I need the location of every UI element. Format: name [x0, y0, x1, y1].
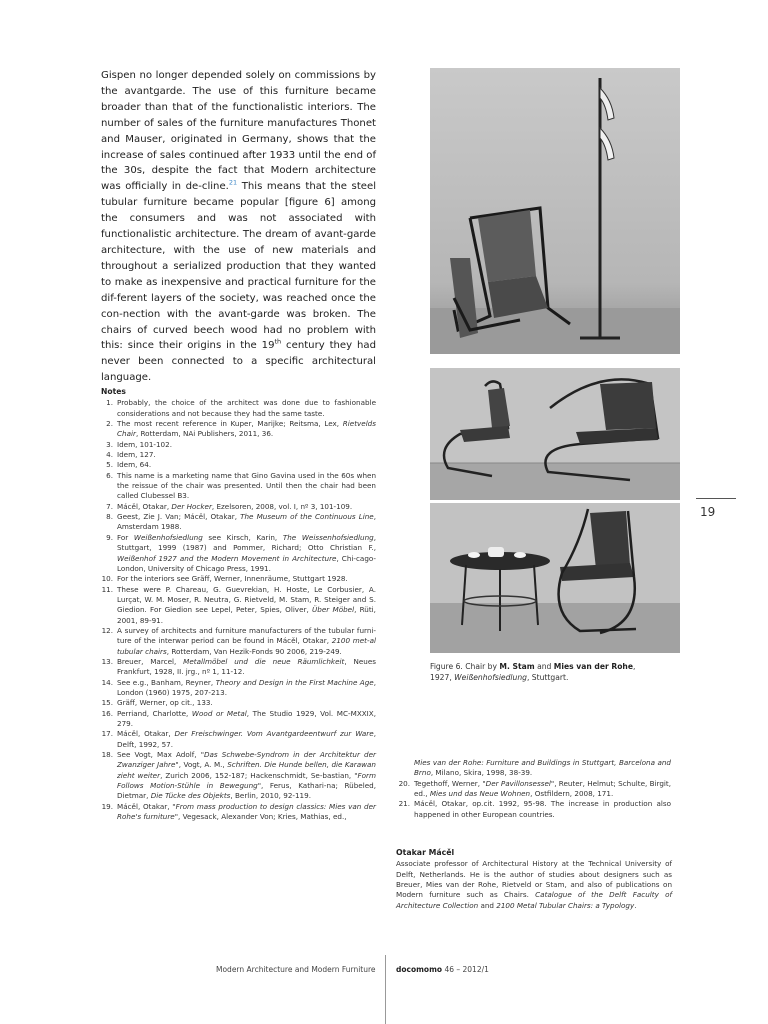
- note-item: 17. Mácěl, Otakar, Der Freischwinger. Vom Avantgardeentwurf zur Ware, Delft, 1992, 57.: [101, 729, 376, 749]
- footer-title: Modern Architecture and Modern Furniture: [216, 965, 376, 974]
- caption-text: 1927,: [430, 672, 452, 682]
- photo-cantilever-chairs: [430, 368, 680, 500]
- note-item: 6. This name is a marketing name that Gino Gavina used in the 60s when the reissue of the chair was presented. Until then the chair had been called Clubessel B3.: [106, 470, 376, 501]
- footnote-ref-21[interactable]: 21: [228, 178, 238, 187]
- note-item: 21. Mácěl, Otakar, op.cit. 1992, 95-98. The increase in production also happened in other European countries.: [398, 799, 671, 819]
- footer-divider: [385, 955, 386, 1024]
- body-text-part: century they had never been connected to a specific architectural language.: [101, 340, 376, 384]
- notes-continued: [396, 758, 671, 820]
- photo-chair-and-table: [430, 503, 680, 653]
- body-text-part: Gispen no longer depended solely on commissions by the avantgarde. The use of this furniture became broader than that of the functionalistic interiors. The number of sales of the furniture manufactures Thonet and Mauser, originated in Germany, shows that the increase of sales continued after 1933 until the end of the 30s, despite the fact that Modern architecture was officially in de-cline.: [101, 70, 376, 193]
- notes-title: Notes: [101, 387, 126, 396]
- note-item: 20. Tegethoff, Werner, "Der Pavillonsessel", Reuter, Helmut; Schulte, Birgit, ed., Mies und das Neue Wohnen, Ostfildern, 2008, 171.: [398, 778, 671, 799]
- note-item: 1. Probably, the choice of the architect was done due to fashionable considerations and not because they had the same taste.: [106, 398, 376, 418]
- author-bio-italic: 2100 Metal Tubular Chairs: a Typology: [496, 900, 635, 910]
- author-bio-text: .: [634, 900, 637, 910]
- author-bio: [396, 848, 672, 911]
- caption-italic: Weißenhofsiedlung: [454, 672, 527, 682]
- note-item: 13. Breuer, Marcel, Metallmöbel und die neue Räumlichkeit, Neues Frankfurt, 1928, II. jrg., nº 1, 11-12.: [101, 656, 376, 677]
- author-bio-italic: Catalogue of the Delft Faculty of Architecture Collection: [396, 890, 672, 910]
- note-item: 5. Idem, 64.: [106, 460, 152, 470]
- footer-issue: [396, 965, 489, 974]
- note-item: 7. Mácěl, Otakar, Der Hocker, Ezelsoren, 2008, vol. I, nº 3, 101-109.: [106, 501, 353, 511]
- note-item: 11. These were P. Chareau, G. Guevrekian, H. Hoste, Le Corbusier, A. Lurçat, W. M. Moser, R. Neutra, G. Rietveld, M. Stam, R. Steiger and S. Giedion. For Giedion see Lepel, Peter, Spies, Oliver, Über Möbel, Rüti, 2001, 89-91.: [101, 584, 376, 625]
- caption-text: Figure 6. Chair by: [430, 662, 497, 671]
- author-name: Otakar Mácěl: [396, 848, 455, 857]
- caption-bold: M. Stam: [499, 662, 535, 671]
- footer-issue-number: 46 – 2012/1: [444, 965, 489, 974]
- note-item: 2. The most recent reference in Kuper, Marijke; Reitsma, Lex, Rietvelds Chair, Rotterdam, NAi Publishers, 2011, 36.: [106, 419, 376, 439]
- note-item: 4. Idem, 127.: [106, 450, 156, 460]
- note-item: 15. Gräff, Werner, op cit., 133.: [101, 698, 213, 708]
- body-paragraph: [101, 68, 376, 386]
- author-bio-text: and: [480, 900, 494, 910]
- note-item: Mies van der Rohe: Furniture and Buildings in Stuttgart, Barcelona and Brno, Milano, Skira, 1998, 38-39.: [414, 758, 671, 778]
- note-item: 9. For Weißenhofsiedlung see Kirsch, Karin, The Weissenhofsiedlung, Stuttgart, 1999 (1987) and Pommer, Richard; Otto Christian F., Weißenhof 1927 and the Modern Movement in Architecture, Chi-cago-London, University of Chicago Press, 1991.: [106, 532, 377, 573]
- figure-caption: [430, 662, 680, 683]
- caption-text: ,: [633, 662, 636, 671]
- note-item: 14. See e.g., Banham, Reyner, Theory and Design in the First Machine Age, London (1960) 1975, 207-213.: [101, 677, 376, 697]
- note-item: 3. Idem, 101-102.: [106, 439, 172, 449]
- note-item: 16. Perriand, Charlotte, Wood or Metal, The Studio 1929, Vol. MC-MXXIX, 279.: [101, 708, 376, 728]
- caption-text: , Stuttgart.: [526, 672, 569, 682]
- note-item: 10. For the interiors see Gräff, Werner, Innenräume, Stuttgart 1928.: [101, 574, 348, 584]
- page-number: 19: [700, 505, 716, 519]
- footer-brand: docomomo: [396, 965, 443, 974]
- author-bio-text: Associate professor of Architectural History at the Technical University of Delft, Netherlands. He is the author of studies about designers such as Breuer, Mies van der Rohe, Rietveld or Stam, and also of publications on Modern furniture such as Chairs.: [396, 859, 672, 900]
- note-item: 12. A survey of architects and furniture manufacturers of the tubular furni-ture of the interwar period can be found in Mácěl, Otakar, 2100 met-al tubular chairs, Rotterdam, Van Hezik-Fonds 90 2006, 219-249.: [101, 625, 376, 656]
- superscript: th: [274, 338, 282, 347]
- body-text-part: This means that the steel tubular furniture became popular [figure 6] among the consumers and was not associated with functionalistic architecture. The dream of avant-garde architecture, with the use of new materials and throughout a serialized production that they wanted to make as inexpensive and practical furniture for the dif-ferent layers of the society, was reached once the con-nection with the avant-garde was broken. The chairs of curved beech wood had no problem with this: since their origins in the 19: [101, 181, 376, 352]
- caption-bold: Mies van der Rohe: [553, 662, 633, 671]
- note-item: 19. Mácěl, Otakar, "From mass production to design classics: Mies van der Rohe's furniture", Vegesack, Alexander Von; Kries, Mathias, ed.,: [101, 801, 376, 822]
- note-item: 8. Geest, Zie J. Van; Mácěl, Otakar, The Museum of the Continuous Line, Amsterdam 1988.: [106, 512, 376, 532]
- note-item: 18. See Vogt, Max Adolf, "Das Schwebe-Syndrom in der Architektur der Zwanziger Jahre", Vogt, A. M., Schriften. Die Hunde bellen, die Karawan zieht weiter, Zurich 2006, 152-187; Hackenschmidt, Se-bastian, "Form Follows Motion-Stühle in Bewegung", Ferus, Kathari-na; Rübeled, Dietmar, Die Tücke des Objekts, Berlin, 2010, 92-119.: [101, 750, 376, 801]
- page-number-rule: [696, 498, 736, 499]
- photo-chair-and-lamp: [430, 68, 680, 354]
- notes-section: [101, 387, 376, 822]
- caption-text: and: [537, 662, 552, 671]
